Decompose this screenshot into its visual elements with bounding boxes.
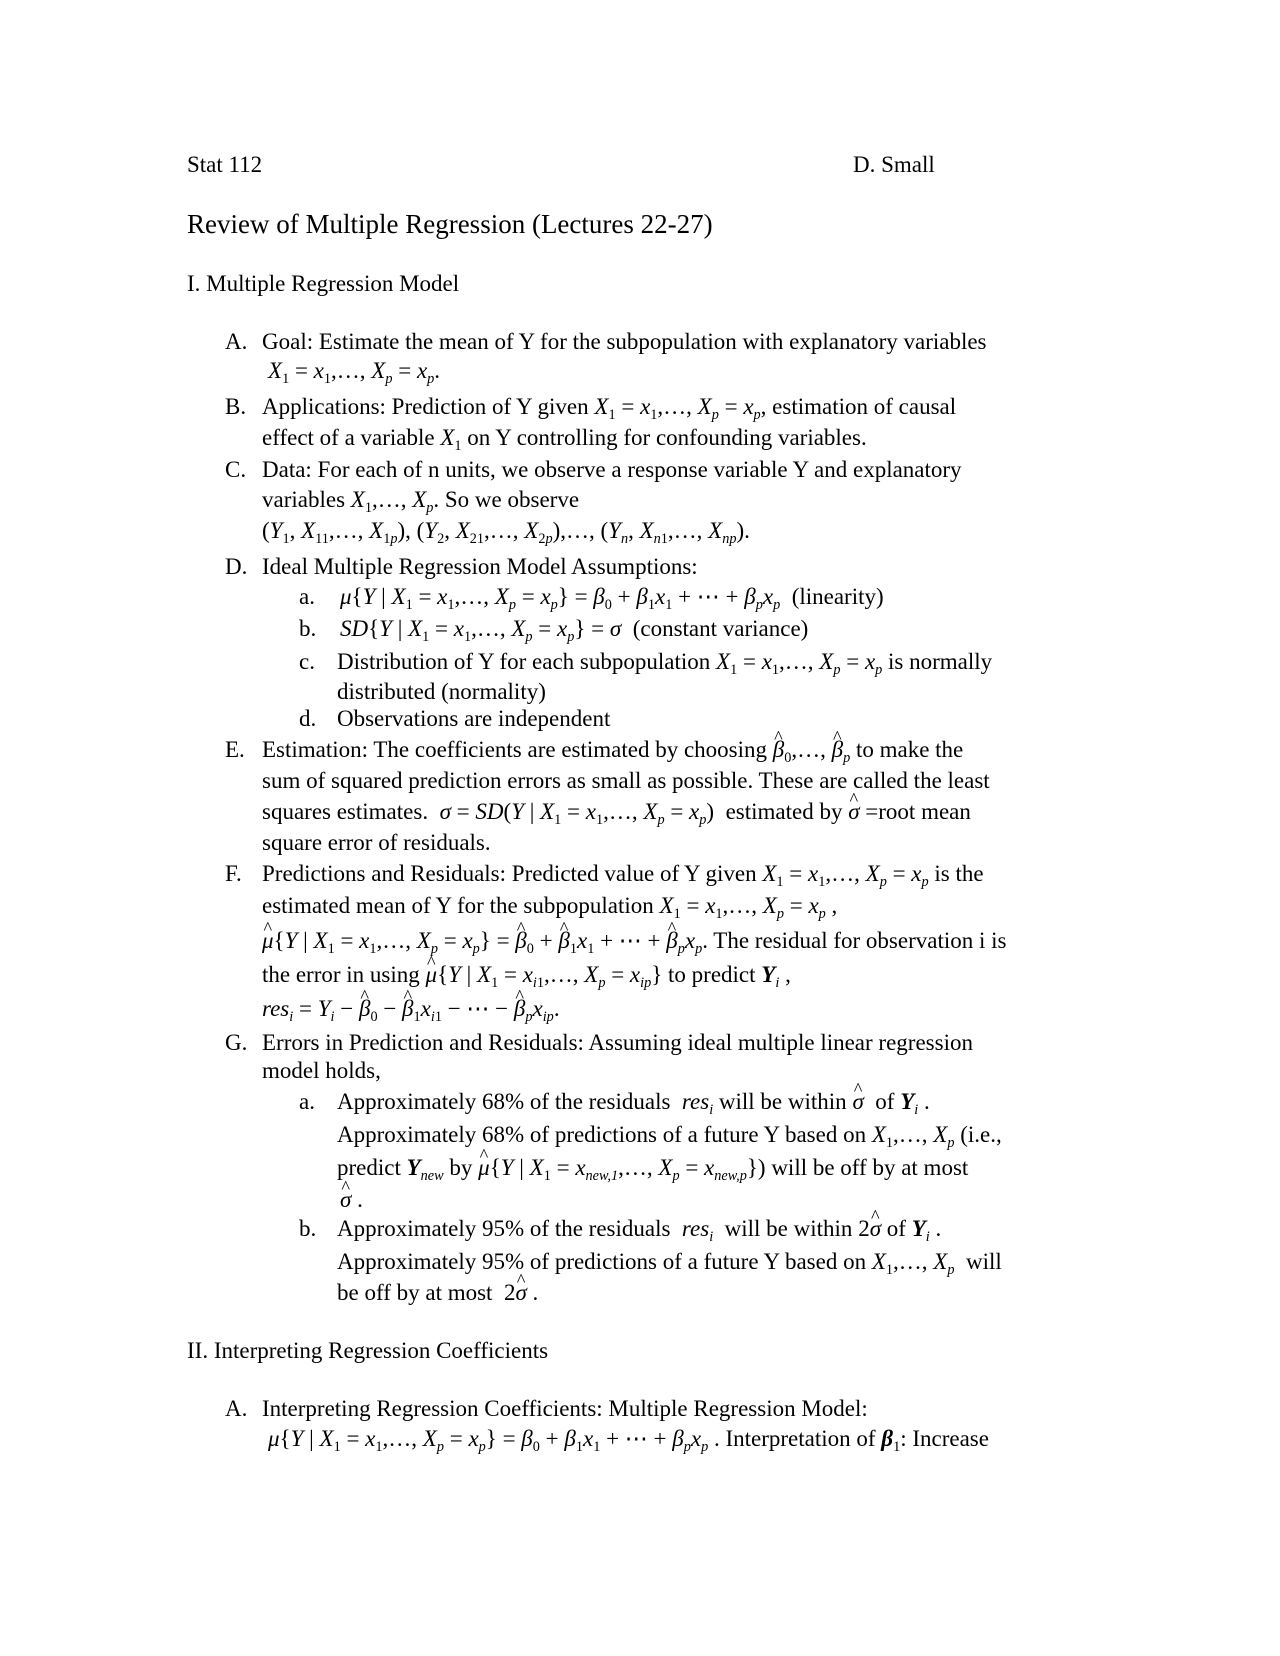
item-g-a-line3: predict $Y_{new}$ by ^ μ{Y | $X_1$ = $x_{new,1},\dots$, $X_p = x_{new,p}$}) will be off by at most <box>337 1155 968 1181</box>
section-1-heading: I. Multiple Regression Model <box>187 271 460 296</box>
item-d-c-label: c. <box>299 649 315 674</box>
item-d-heading: Ideal Multiple Regression Model Assumptions: <box>262 554 698 579</box>
item-f-line4: the error in using ^ μ{Y | $X_1$ = $x_{i1},\dots$, $X_p = x_{ip}$} to predict $Y_i$ , <box>262 962 791 988</box>
section-2-a-line1: Interpreting Regression Coefficients: Multiple Regression Model: <box>262 1396 868 1421</box>
item-c-line2: variables $X_1,\dots$, $X_p$. So we observe <box>262 487 580 516</box>
item-c-line1: Data: For each of n units, we observe a response variable Y and explanatory <box>262 457 962 482</box>
section-2-a-label: A. <box>225 1396 248 1421</box>
item-f-line1: Predictions and Residuals: Predicted value of Y given $X_1$ = $x_1,\dots$, $X_p = x_p$ is the <box>262 861 984 890</box>
section-2-heading: II. Interpreting Regression Coefficients <box>187 1338 549 1363</box>
item-c-label: C. <box>225 457 247 482</box>
item-g-label: G. <box>225 1030 248 1055</box>
item-g-line1: Errors in Prediction and Residuals: Assuming ideal multiple linear regression <box>262 1030 973 1055</box>
item-b-label: B. <box>225 394 247 419</box>
item-f-residual-formula: $res_i = Y_i$ − ^ $\beta_0$ − ^ $\beta_1x_{i1}$ − ⋯ − ^ $\beta_px_{ip}$. <box>262 996 560 1022</box>
item-g-b-label: b. <box>299 1216 317 1241</box>
item-d-label: D. <box>225 554 248 579</box>
section-2-a-line2: μ{Y | $X_1$ = $x_1,\dots$, $X_p = x_p\} = \beta_0 + \beta_1x_1$ + ⋯ + $\beta_px_p$ . Interpretation of $\beta_1$: Increase <box>268 1426 989 1455</box>
page-title: Review of Multiple Regression (Lectures 22-27) <box>187 209 713 239</box>
item-d-b-label: b. <box>299 616 317 641</box>
item-g-a-line2: Approximately 68% of predictions of a future Y based on $X_1,\dots$, $X_p$ (i.e., <box>337 1122 1002 1151</box>
item-d-b-formula: SD{Y | $X_1$ = $x_1,\dots$, $X_p = x_p\} = \sigma$ (constant variance) <box>340 616 809 645</box>
item-f-line3: ^ μ{Y | $X_1$ = $x_1,\dots$, $X_p = x_p$} = ^ $\beta_0$ + ^ $\beta_1x_1$ + ⋯ + ^ $\beta_px_p$. The residual for observation i is <box>262 928 1006 954</box>
item-a-label: A. <box>225 329 248 354</box>
item-d-a-label: a. <box>299 584 315 609</box>
item-e-line2: sum of squared prediction errors as small as possible. These are called the least <box>262 768 990 793</box>
item-g-b-line2: Approximately 95% of predictions of a future Y based on $X_1,\dots$, $X_p$ will <box>337 1249 1002 1278</box>
item-g-b-line3: be off by at most 2^ σ . <box>337 1280 538 1306</box>
item-d-a-formula: μ{Y | $X_1$ = $x_1,\dots$, $X_p = x_p\} = \beta_0 + \beta_1x_1$ + ⋯ + $\beta_px_p$ (linearity) <box>340 584 884 613</box>
item-c-data-formula: ($Y_1$, $X_{11},\dots$, $X_{1p}$), ($Y_2$, $X_{21},\dots$, $X_{2p}),\dots$, ($Y_n$, $X_{n1},\dots$, $X_{np}$). <box>262 518 750 547</box>
item-e-line4: square error of residuals. <box>262 830 491 855</box>
item-e-line1: Estimation: The coefficients are estimated by choosing ^ $\beta_0,\dots$, ^ $\beta_p$ to make the <box>262 737 963 763</box>
course-label: Stat 112 <box>187 152 263 177</box>
item-g-a-line4: ^ σ . <box>340 1187 363 1213</box>
item-f-label: F. <box>225 861 242 886</box>
item-g-a-label: a. <box>299 1089 315 1114</box>
author-label: D. Small <box>853 152 935 177</box>
item-g-a-line1: Approximately 68% of the residuals res$_i$ will be within ^ σ of $Y_i$ . <box>337 1089 930 1115</box>
item-e-line3: squares estimates. σ = SD(Y | $X_1$ = $x_1,\dots$, $X_p = x_p$) estimated by ^ σ =root mean <box>262 799 971 825</box>
item-b-line1: Applications: Prediction of Y given $X_1$ = $x_1,\dots$, $X_p = x_p$, estimation of causal <box>262 394 957 423</box>
item-f-line2: estimated mean of Y for the subpopulation $X_1$ = $x_1,\dots$, $X_p = x_p$ , <box>262 893 838 922</box>
item-d-c-line1: Distribution of Y for each subpopulation $X_1$ = $x_1,\dots$, $X_p = x_p$ is normally <box>337 649 993 678</box>
item-a-text: Goal: Estimate the mean of Y for the subpopulation with explanatory variables <box>262 329 987 354</box>
item-g-line2: model holds, <box>262 1058 381 1083</box>
item-d-d-label: d. <box>299 706 317 731</box>
item-d-d-text: Observations are independent <box>337 706 611 731</box>
item-g-b-line1: Approximately 95% of the residuals res$_i$ will be within 2^ σ of $Y_i$ . <box>337 1216 941 1242</box>
item-b-line2: effect of a variable $X_1$ on Y controlling for confounding variables. <box>262 425 867 454</box>
item-e-label: E. <box>225 737 245 762</box>
item-a-formula: $X_1$ = $x_1,\dots$, $X_p = x_p$. <box>268 358 441 387</box>
item-d-c-line2: distributed (normality) <box>337 679 546 704</box>
